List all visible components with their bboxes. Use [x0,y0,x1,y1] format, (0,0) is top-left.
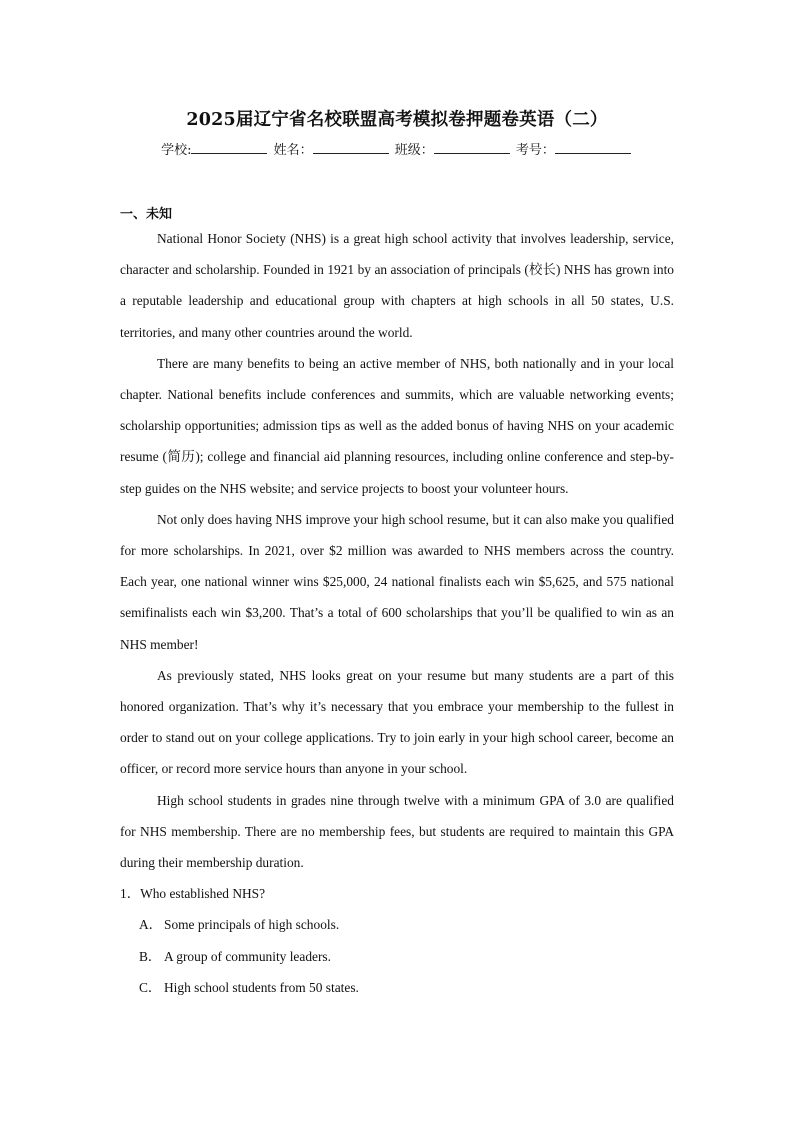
name-blank [313,141,389,154]
school-label: 学校: [161,143,192,158]
option-text: A group of community leaders. [164,948,331,964]
student-info-line [0,139,794,158]
option-letter: B． [139,948,162,964]
question-1 [120,878,674,909]
option-letter: A． [139,917,163,933]
question-text: Who established NHS? [140,886,266,902]
option-a [139,909,674,940]
option-text: High school students from 50 states. [164,979,359,995]
passage-paragraph: As previously stated, NHS looks great on your resume but many students are a part of this honored organization. That’s why it’s necessary that you embrace your membership to the fullest in order to stand out on your college applications. Try to join early in your high school career, become an officer, or record more service hours than anyone in your school. [120,667,674,777]
exam-title: 2025届辽宁省名校联盟高考模拟卷押题卷英语（二） [186,110,608,130]
exam-number-label: 考号： [515,143,555,158]
class-label: 班级： [394,143,434,158]
school-blank [191,141,267,154]
passage-paragraph: National Honor Society (NHS) is a great high school activity that involves leadership, service, character and scholarship. Founded in 1921 by an association of principals (校长) NHS has grown into a reputable leadership and educational group with chapters at high schools in all 50 states, U.S. territories, and many other countries around the world. [120,231,674,340]
passage-paragraph: High school students in grades nine through twelve with a minimum GPA of 3.0 are qualified for NHS membership. There are no membership fees, but students are required to maintain this GPA during their membership duration. [120,792,674,871]
section-heading: 一、未知 [120,207,173,222]
passage-paragraph: There are many benefits to being an active member of NHS, both nationally and in your local chapter. National benefits include conferences and summits, which are valuable networking events; scholarship opportunities; admission tips as well as the added bonus of having NHS on your academic resume (简历); college and financial aid planning resources, including online conference and step-by-step guides on the NHS website; and service projects to boost your volunteer hours. [120,355,674,496]
reading-passage [120,223,674,1003]
exam-number-blank [555,141,631,154]
option-text: Some principals of high schools. [164,917,340,933]
question-number: 1． [120,886,141,902]
option-c [139,972,674,1003]
option-letter: C． [139,979,162,995]
name-label: 姓名： [273,143,313,158]
option-b [139,941,674,972]
class-blank [434,141,510,154]
passage-paragraph: Not only does having NHS improve your high school resume, but it can also make you qualified for more scholarships. In 2021, over $2 million was awarded to NHS members across the country. Each year, one national winner wins $25,000, 24 national finalists each win $5,625, and 575 national semifinalists each win $3,200. That’s a total of 600 scholarships that you’ll be qualified to win as an NHS member! [120,511,674,652]
answer-options [120,909,674,1003]
